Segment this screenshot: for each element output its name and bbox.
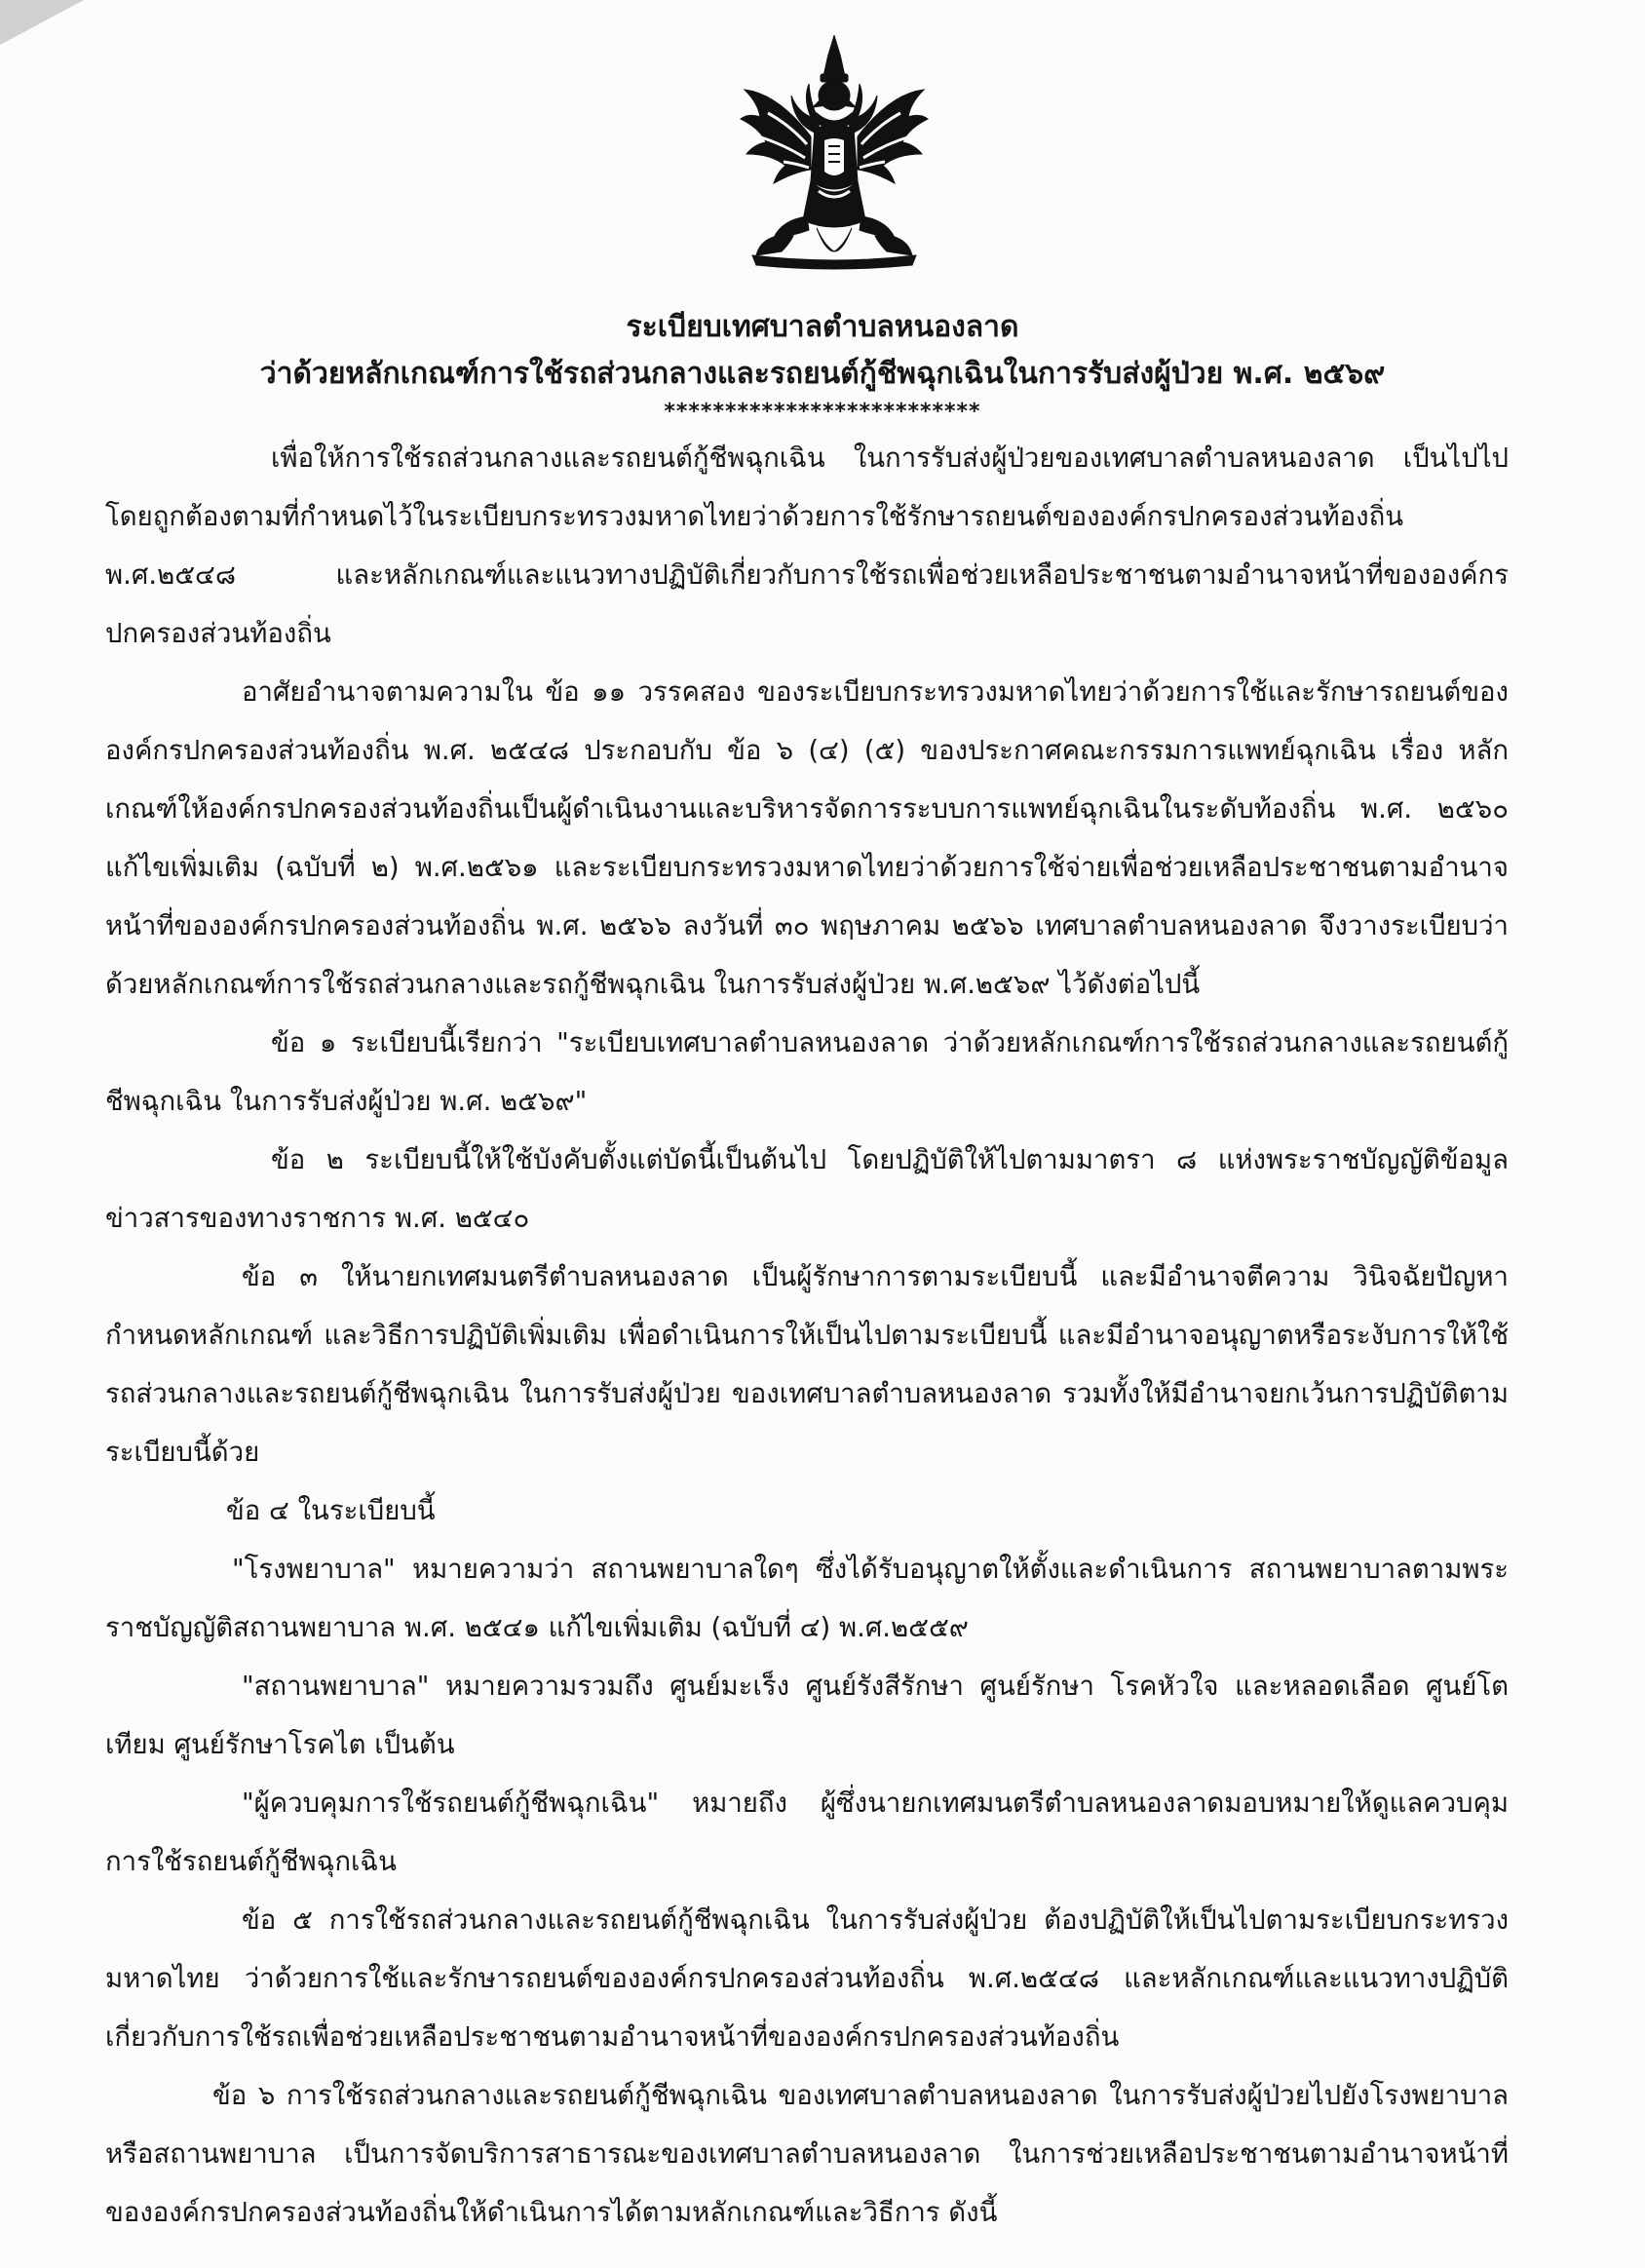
document-subtitle: ว่าด้วยหลักเกณฑ์การใช้รถส่วนกลางและรถยนต์กู้ชีพฉุกเฉินในการรับส่งผู้ป่วย พ.ศ. ๒๕๖๙ xyxy=(259,357,1386,391)
document-body xyxy=(105,429,1509,2242)
title-separator: ************************** xyxy=(664,400,981,424)
paragraph-clause-6: ข้อ ๖ การใช้รถส่วนกลางและรถยนต์กู้ชีพฉุกเฉิน ของเทศบาลตำบลหนองลาด ในการรับส่งผู้ป่วยไปยังโรงพยาบาลหรือสถานพยาบาล เป็นการจัดบริการสาธารณะของเทศบาลตำบลหนองลาด ในการช่วยเหลือประชาชนตามอำนาจหน้าที่ขององค์กรปกครองส่วนท้องถิ่นให้ดำเนินการได้ตามหลักเกณฑ์และวิธีการ ดังนี้ xyxy=(105,2080,1509,2228)
definition-controller: "ผู้ควบคุมการใช้รถยนต์กู้ชีพฉุกเฉิน" หมายถึง ผู้ซึ่งนายกเทศมนตรีตำบลหนองลาดมอบหมายให้ดูแลควบคุม การใช้รถยนต์กู้ชีพฉุกเฉิน xyxy=(105,1787,1509,1877)
paragraph-clause-1: ข้อ ๑ ระเบียบนี้เรียกว่า "ระเบียบเทศบาลตำบลหนองลาด ว่าด้วยหลักเกณฑ์การใช้รถส่วนกลางและรถยนต์กู้ชีพฉุกเฉิน ในการรับส่งผู้ป่วย พ.ศ. ๒๕๖๙" xyxy=(105,1027,1509,1117)
definition-hospital: "โรงพยาบาล" หมายความว่า สถานพยาบาลใดๆ ซึ่งได้รับอนุญาตให้ตั้งและดำเนินการ สถานพยาบาลตามพระราชบัญญัติสถานพยาบาล พ.ศ. ๒๕๔๑ แก้ไขเพิ่มเติม (ฉบับที่ ๔) พ.ศ.๒๕๕๙ xyxy=(105,1554,1509,1643)
paragraph-clause-3: ข้อ ๓ ให้นายกเทศมนตรีตำบลหนองลาด เป็นผู้รักษาการตามระเบียบนี้ และมีอำนาจตีความ วินิจฉัยปัญหา กำหนดหลักเกณฑ์ และวิธีการปฏิบัติเพิ่มเติม เพื่อดำเนินการให้เป็นไปตามระเบียบนี้ และมีอำนาจอนุญาตหรือระงับการให้ใช้รถส่วนกลางและรถยนต์กู้ชีพฉุกเฉิน ในการรับส่งผู้ป่วย ของเทศบาลตำบลหนองลาด รวมทั้งให้มีอำนาจยกเว้นการปฏิบัติตามระเบียบนี้ด้วย xyxy=(105,1261,1509,1468)
paragraph-clause-4: ข้อ ๔ ในระเบียบนี้ xyxy=(226,1495,436,1526)
paragraph-clause-5: ข้อ ๕ การใช้รถส่วนกลางและรถยนต์กู้ชีพฉุกเฉิน ในการรับส่งผู้ป่วย ต้องปฏิบัติให้เป็นไปตามระเบียบกระทรวงมหาดไทย ว่าด้วยการใช้และรักษารถยนต์ขององค์กรปกครองส่วนท้องถิ่น พ.ศ.๒๕๔๘ และหลักเกณฑ์และแนวทางปฏิบัติเกี่ยวกับการใช้รถเพื่อช่วยเหลือประชาชนตามอำนาจหน้าที่ขององค์กรปกครองส่วนท้องถิ่น xyxy=(105,1904,1509,2053)
paragraph-authority: อาศัยอำนาจตามความใน ข้อ ๑๑ วรรคสอง ของระเบียบกระทรวงมหาดไทยว่าด้วยการใช้และรักษารถยนต์ขององค์กรปกครองส่วนท้องถิ่น พ.ศ. ๒๕๔๘ ประกอบกับ ข้อ ๖ (๔) (๕) ของประกาศคณะกรรมการแพทย์ฉุกเฉิน เรื่อง หลักเกณฑ์ให้องค์กรปกครองส่วนท้องถิ่นเป็นผู้ดำเนินงานและบริหารจัดการระบบการแพทย์ฉุกเฉินในระดับท้องถิ่น พ.ศ. ๒๕๖๐ แก้ไขเพิ่มเติม (ฉบับที่ ๒) พ.ศ.๒๕๖๑ และระเบียบกระทรวงมหาดไทยว่าด้วยการใช้จ่ายเพื่อช่วยเหลือประชาชนตามอำนาจหน้าที่ขององค์กรปกครองส่วนท้องถิ่น พ.ศ. ๒๕๖๖ ลงวันที่ ๓๐ พฤษภาคม ๒๕๖๖ เทศบาลตำบลหนองลาด จึงวางระเบียบว่าด้วยหลักเกณฑ์การใช้รถส่วนกลางและรถกู้ชีพฉุกเฉิน ในการรับส่งผู้ป่วย พ.ศ.๒๕๖๙ ไว้ดังต่อไปนี้ xyxy=(105,676,1509,1000)
document-title: ระเบียบเทศบาลตำบลหนองลาด xyxy=(626,310,1019,344)
paragraph-clause-2: ข้อ ๒ ระเบียบนี้ให้ใช้บังคับตั้งแต่บัดนี้เป็นต้นไป โดยปฏิบัติให้ไปตามมาตรา ๘ แห่งพระราชบัญญัติข้อมูลข่าวสารของทางราชการ พ.ศ. ๒๕๔๐ xyxy=(105,1144,1509,1234)
paragraph-preamble: เพื่อให้การใช้รถส่วนกลางและรถยนต์กู้ชีพฉุกเฉิน ในการรับส่งผู้ป่วยของเทศบาลตำบลหนองลาด เป็นไปไปโดยถูกต้องตามที่กำหนดไว้ในระเบียบกระทรวงมหาดไทยว่าด้วยการใช้รักษารถยนต์ขององค์กรปกครองส่วนท้องถิ่น พ.ศ.๒๕๔๘ และหลักเกณฑ์และแนวทางปฏิบัติเกี่ยวกับการใช้รถเพื่อช่วยเหลือประชาชนตามอำนาจหน้าที่ขององค์กรปกครองส่วนท้องถิ่น xyxy=(105,442,1509,649)
document-heading xyxy=(0,304,1645,427)
definition-medical-facility: "สถานพยาบาล" หมายความรวมถึง ศูนย์มะเร็ง ศูนย์รังสีรักษา ศูนย์รักษา โรคหัวใจ และหลอดเลือด ศูนย์โตเทียม ศูนย์รักษาโรคไต เป็นต้น xyxy=(105,1671,1509,1760)
garuda-emblem-icon xyxy=(739,35,930,277)
page-corner-shadow xyxy=(0,0,84,45)
